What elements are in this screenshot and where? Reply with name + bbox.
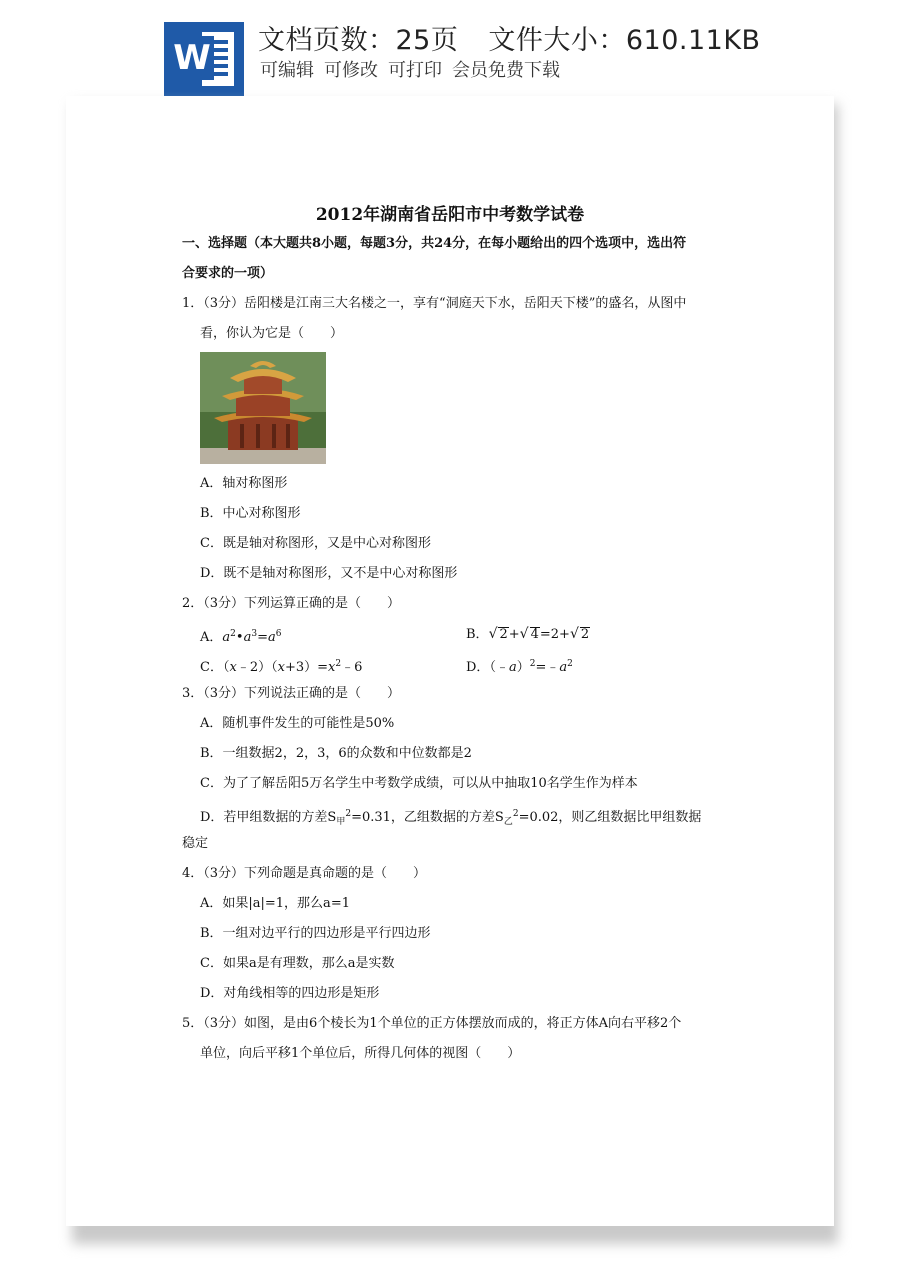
question-2-option-d: D．$(﹣a)^2=﹣a^2$	[466, 659, 573, 675]
question-3-option-c: C．为了了解岳阳5万名学生中考数学成绩，可以从中抽取10名学生作为样本	[200, 776, 638, 791]
question-4-option-d: D．对角线相等的四边形是矩形	[200, 986, 380, 1001]
section-heading: 一、选择题（本大题共8小题，每题3分，共24分，在每小题给出的四个选项中，选出符	[182, 236, 687, 251]
question-3-option-b: B．一组数据2，2，3，6的众数和中位数都是2	[200, 746, 472, 761]
feature-free-download: 会员免费下载	[452, 60, 560, 81]
q3-d-sub-1: 甲	[336, 817, 346, 827]
option-label: B．	[466, 627, 489, 642]
yueyang-tower-illustration	[200, 352, 326, 464]
question-4-stem: 4．（3分）下列命题是真命题的是（ ）	[182, 866, 427, 881]
feature-printable: 可打印	[388, 60, 442, 81]
file-size: 文件大小：610.11KB	[488, 25, 761, 56]
option-label: D．	[466, 660, 490, 675]
question-2-option-a: A．$a^2•a^3=a^6$	[200, 629, 282, 645]
document-meta	[258, 18, 761, 57]
feature-modifiable: 可修改	[324, 60, 378, 81]
question-1-stem: 1．（3分）岳阳楼是江南三大名楼之一，享有“洞庭天下水，岳阳天下楼”的盛名，从图中	[182, 296, 687, 311]
document-page	[66, 96, 834, 1226]
question-1-stem-cont: 看，你认为它是（ ）	[200, 326, 344, 341]
feature-editable: 可编辑	[260, 60, 314, 81]
document-info-header	[0, 0, 900, 100]
q3-d-text-3: =0.02，则乙组数据比甲组数据	[518, 810, 702, 825]
q3-d-text-2: =0.31，乙组数据的方差S	[351, 810, 504, 825]
question-3-option-a: A．随机事件发生的可能性是50%	[200, 716, 395, 731]
question-5-stem: 5．（3分）如图，是由6个棱长为1个单位的正方体摆放而成的，将正方体A向右平移2个	[182, 1016, 682, 1031]
question-2-option-b: B．√ 2+√ 4=2+√ 2	[466, 626, 590, 642]
page-count: 文档页数：25页	[258, 25, 459, 56]
question-1-option-a: A．轴对称图形	[200, 476, 288, 491]
word-doc-icon	[164, 22, 244, 96]
question-1-option-c: C．既是轴对称图形，又是中心对称图形	[200, 536, 431, 551]
q3-d-text-1: D．若甲组数据的方差S	[200, 810, 337, 825]
question-5-stem-cont: 单位，向后平移1个单位后，所得几何体的视图（ ）	[200, 1046, 521, 1061]
question-3-option-d: D．若甲组数据的方差$S_甲^2=0.31$，乙组数据的方差$S_乙^2=0.02$，则乙组数据比甲组数据	[200, 809, 702, 827]
question-1-option-d: D．既不是轴对称图形，又不是中心对称图形	[200, 566, 458, 581]
section-heading-cont: 合要求的一项）	[182, 266, 274, 281]
question-2-option-c: C．$(x﹣2)(x+3)=x^2﹣6$	[200, 659, 363, 675]
option-label: A．	[200, 630, 223, 645]
question-4-option-a: A．如果|a|=1，那么a=1	[200, 896, 350, 911]
yueyang-tower-photo	[200, 352, 326, 464]
exam-title: 2012年湖南省岳阳市中考数学试卷	[315, 205, 585, 225]
question-4-option-b: B．一组对边平行的四边形是平行四边形	[200, 926, 431, 941]
question-1-option-b: B．中心对称图形	[200, 506, 301, 521]
question-3-option-d-cont: 稳定	[182, 836, 209, 851]
feature-list	[260, 56, 570, 82]
question-4-option-c: C．如果a是有理数，那么a是实数	[200, 956, 395, 971]
word-doc-icon-letter: W	[170, 36, 214, 80]
question-3-stem: 3．（3分）下列说法正确的是（ ）	[182, 686, 401, 701]
question-2-stem: 2．（3分）下列运算正确的是（ ）	[182, 596, 401, 611]
q3-d-sub-2: 乙	[503, 817, 513, 827]
option-label: C．	[200, 660, 223, 675]
